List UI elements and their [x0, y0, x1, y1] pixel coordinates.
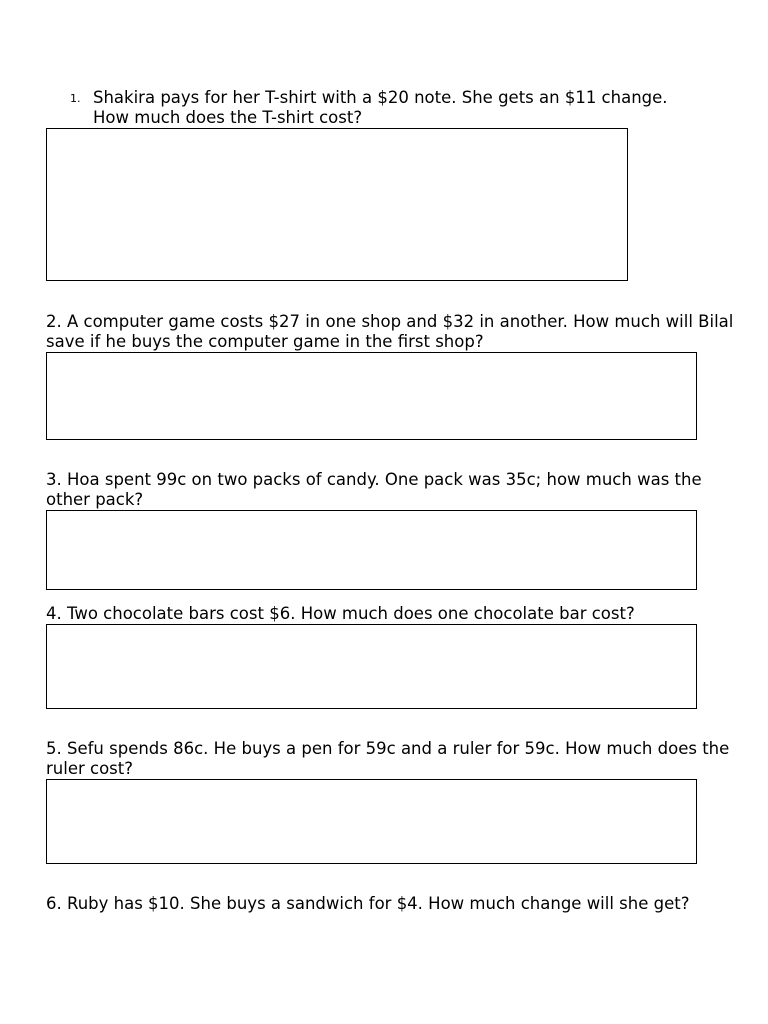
question-5-text: 5. Sefu spends 86c. He buys a pen for 59c and a ruler for 59c. How much does the ruler cost?	[46, 739, 730, 778]
question-2-text: 2. A computer game costs $27 in one shop and $32 in another. How much will Bilal save if he buys the computer game in the first shop?	[46, 312, 734, 351]
question-1-number: 1.	[70, 92, 81, 105]
question-6-text: 6. Ruby has $10. She buys a sandwich for $4. How much change will she get?	[46, 894, 690, 913]
question-1-answer-box[interactable]	[46, 128, 628, 281]
question-4-text: 4. Two chocolate bars cost $6. How much does one chocolate bar cost?	[46, 604, 635, 623]
question-5-answer-box[interactable]	[46, 779, 697, 864]
question-1-text: Shakira pays for her T-shirt with a $20 note. She gets an $11 change. How much does the T-shirt cost?	[93, 88, 668, 127]
question-3-answer-box[interactable]	[46, 510, 697, 590]
question-2-answer-box[interactable]	[46, 352, 697, 440]
question-4-answer-box[interactable]	[46, 624, 697, 709]
question-3-text: 3. Hoa spent 99c on two packs of candy. One pack was 35c; how much was the other pack?	[46, 470, 702, 509]
